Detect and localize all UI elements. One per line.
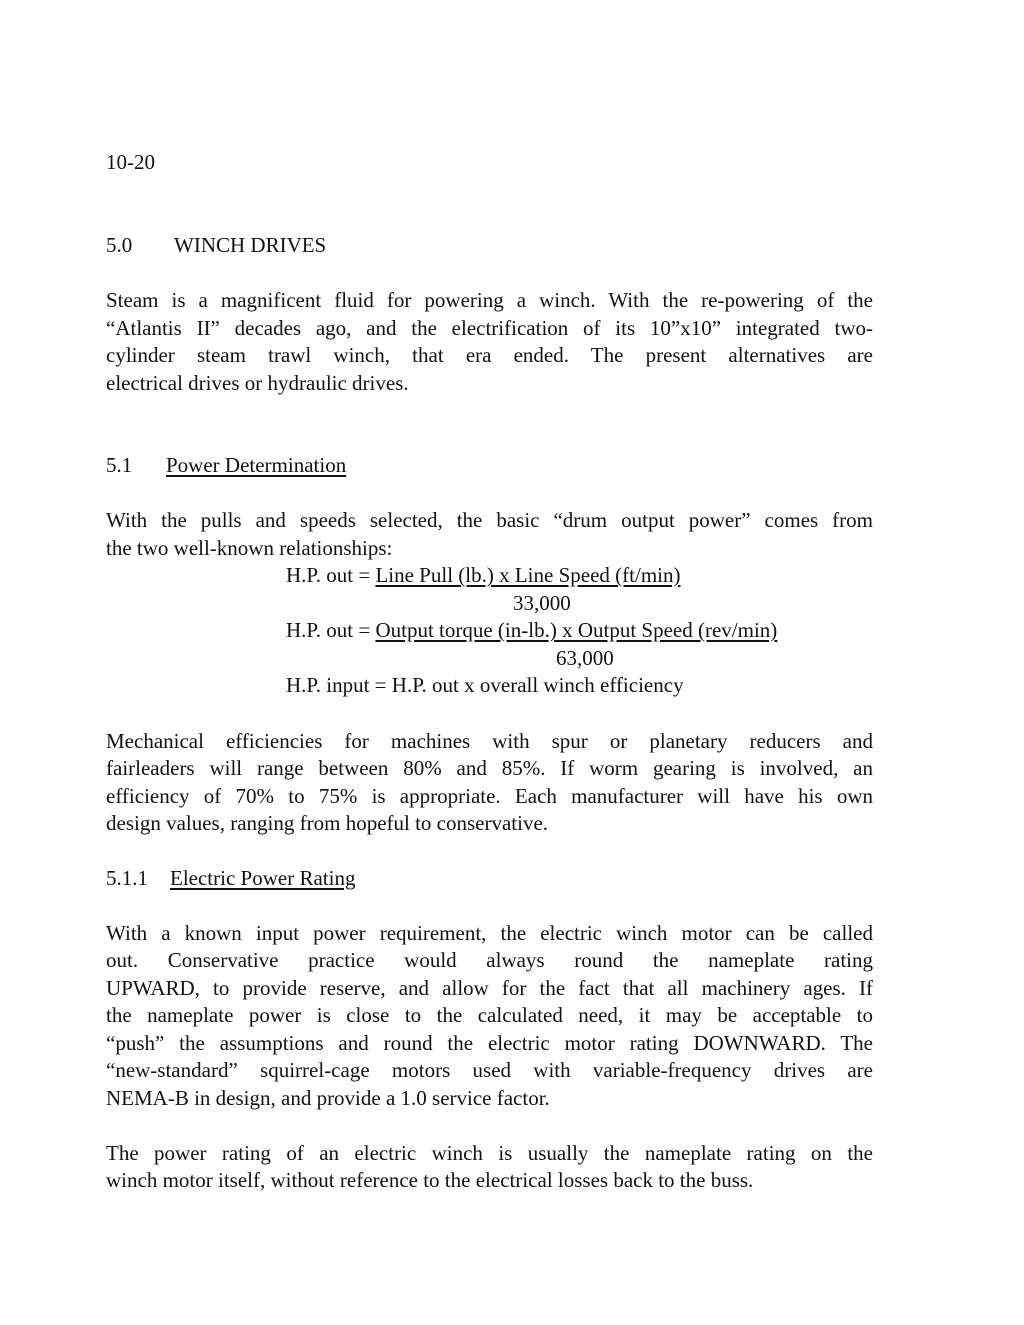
section-number: 5.1 [106,453,133,477]
text-line: electrical drives or hydraulic drives. [106,371,409,395]
text-line: Steam is a magnificent fluid for powering a winch. With the re-powering of the [106,288,873,312]
text-line: The power rating of an electric winch is usually the nameplate rating on the [106,1141,873,1165]
formula-input: H.P. input = H.P. out x overall winch efficiency [286,673,684,697]
text-line: With the pulls and speeds selected, the basic “drum output power” comes from [106,508,873,532]
section-title: Power Determination [166,453,347,477]
text-line: the nameplate power is close to the calculated need, it may be acceptable to [106,1003,873,1027]
text-line: UPWARD, to provide reserve, and allow for the fact that all machinery ages. If [106,976,873,1000]
section-heading-5-1 [106,451,346,479]
formula-lhs: H.P. out = [286,618,376,642]
text-line: the two well-known relationships: [106,536,393,560]
section-heading-5-1-1 [106,864,355,892]
text-line: cylinder steam trawl winch, that era ended. The present alternatives are [106,343,873,367]
text-line: Mechanical efficiencies for machines with spur or planetary reducers and [106,729,873,753]
text-line: “push” the assumptions and round the electric motor rating DOWNWARD. The [106,1031,873,1055]
formula-lhs: H.P. out = [286,563,376,587]
text-line: NEMA-B in design, and provide a 1.0 service factor. [106,1086,550,1110]
text-line: efficiency of 70% to 75% is appropriate. Each manufacturer will have his own [106,784,873,808]
section-number: 5.1.1 [106,866,148,890]
text-line: fairleaders will range between 80% and 85%. If worm gearing is involved, an [106,756,873,780]
formula-numerator: Line Pull (lb.) x Line Speed (ft/min) [375,563,681,587]
text-line: “new-standard” squirrel-cage motors used with variable-frequency drives are [106,1058,873,1082]
page-number: 10-20 [106,150,155,174]
formula-torque [286,616,777,644]
formula-denominator: 33,000 [513,591,571,615]
text-line: winch motor itself, without reference to the electrical losses back to the buss. [106,1168,754,1192]
section-heading-5-0 [106,231,326,259]
text-line: “Atlantis II” decades ago, and the electrification of its 10”x10” integrated two- [106,316,873,340]
text-line: With a known input power requirement, the electric winch motor can be called [106,921,873,945]
section-title: WINCH DRIVES [174,233,327,257]
text-line: design values, ranging from hopeful to conservative. [106,811,549,835]
section-number: 5.0 [106,233,133,257]
section-title: Electric Power Rating [170,866,356,890]
formula-denominator: 63,000 [556,646,614,670]
formula-numerator: Output torque (in-lb.) x Output Speed (rev/min) [375,618,778,642]
text-line: out. Conservative practice would always round the nameplate rating [106,948,873,972]
formula-line-pull [286,561,680,589]
